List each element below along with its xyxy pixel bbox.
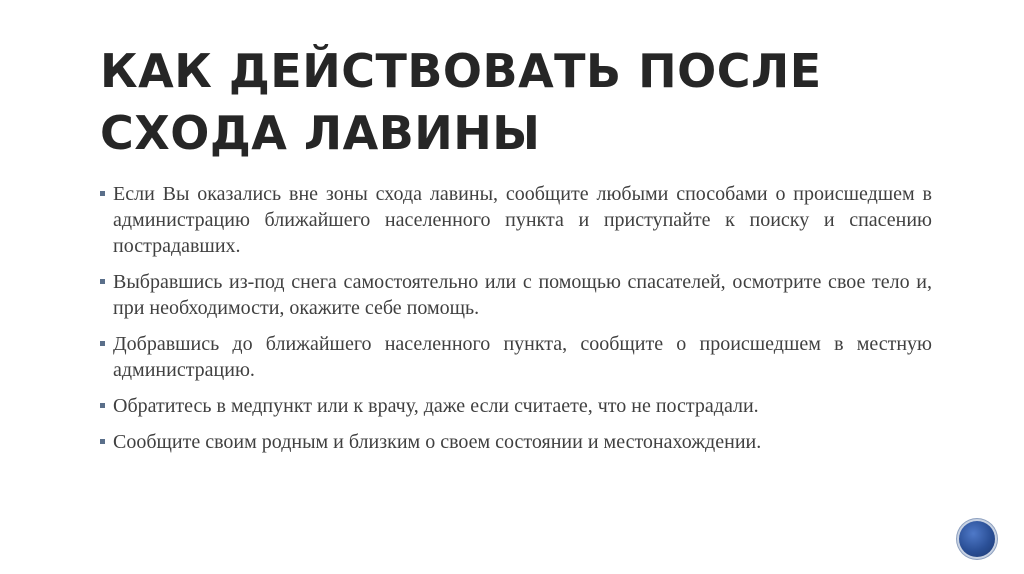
bullet-square-icon xyxy=(100,279,105,284)
circle-badge-icon xyxy=(959,521,995,557)
list-item xyxy=(100,181,932,259)
bullet-square-icon xyxy=(100,341,105,346)
list-item xyxy=(100,429,932,455)
bullet-text: Обратитесь в медпункт или к врачу, даже если считаете, что не пострадали. xyxy=(113,395,759,417)
bullet-text: Сообщите своим родным и близким о своем состоянии и местонахождении. xyxy=(113,431,762,453)
slide-title-line-1: КАК ДЕЙСТВОВАТЬ ПОСЛЕ xyxy=(100,44,822,98)
bullet-square-icon xyxy=(100,403,105,408)
list-item xyxy=(100,393,932,419)
bullet-text: Если Вы оказались вне зоны схода лавины, сообщите любыми способами о происшедшем в администрацию ближайшего населенного пункта и приступайте к поиску и спасению пострадавших. xyxy=(113,183,932,257)
bullet-list xyxy=(100,181,932,465)
list-item xyxy=(100,331,932,383)
bullet-text: Выбравшись из-под снега самостоятельно или с помощью спасателей, осмотрите свое тело и, при необходимости, окажите себе помощь. xyxy=(113,271,932,319)
list-item xyxy=(100,269,932,321)
bullet-text: Добравшись до ближайшего населенного пункта, сообщите о происшедшем в местную администрацию. xyxy=(113,333,932,381)
slide-title-line-2: СХОДА ЛАВИНЫ xyxy=(100,106,541,160)
slide-title xyxy=(100,40,920,164)
bullet-square-icon xyxy=(100,439,105,444)
bullet-square-icon xyxy=(100,191,105,196)
